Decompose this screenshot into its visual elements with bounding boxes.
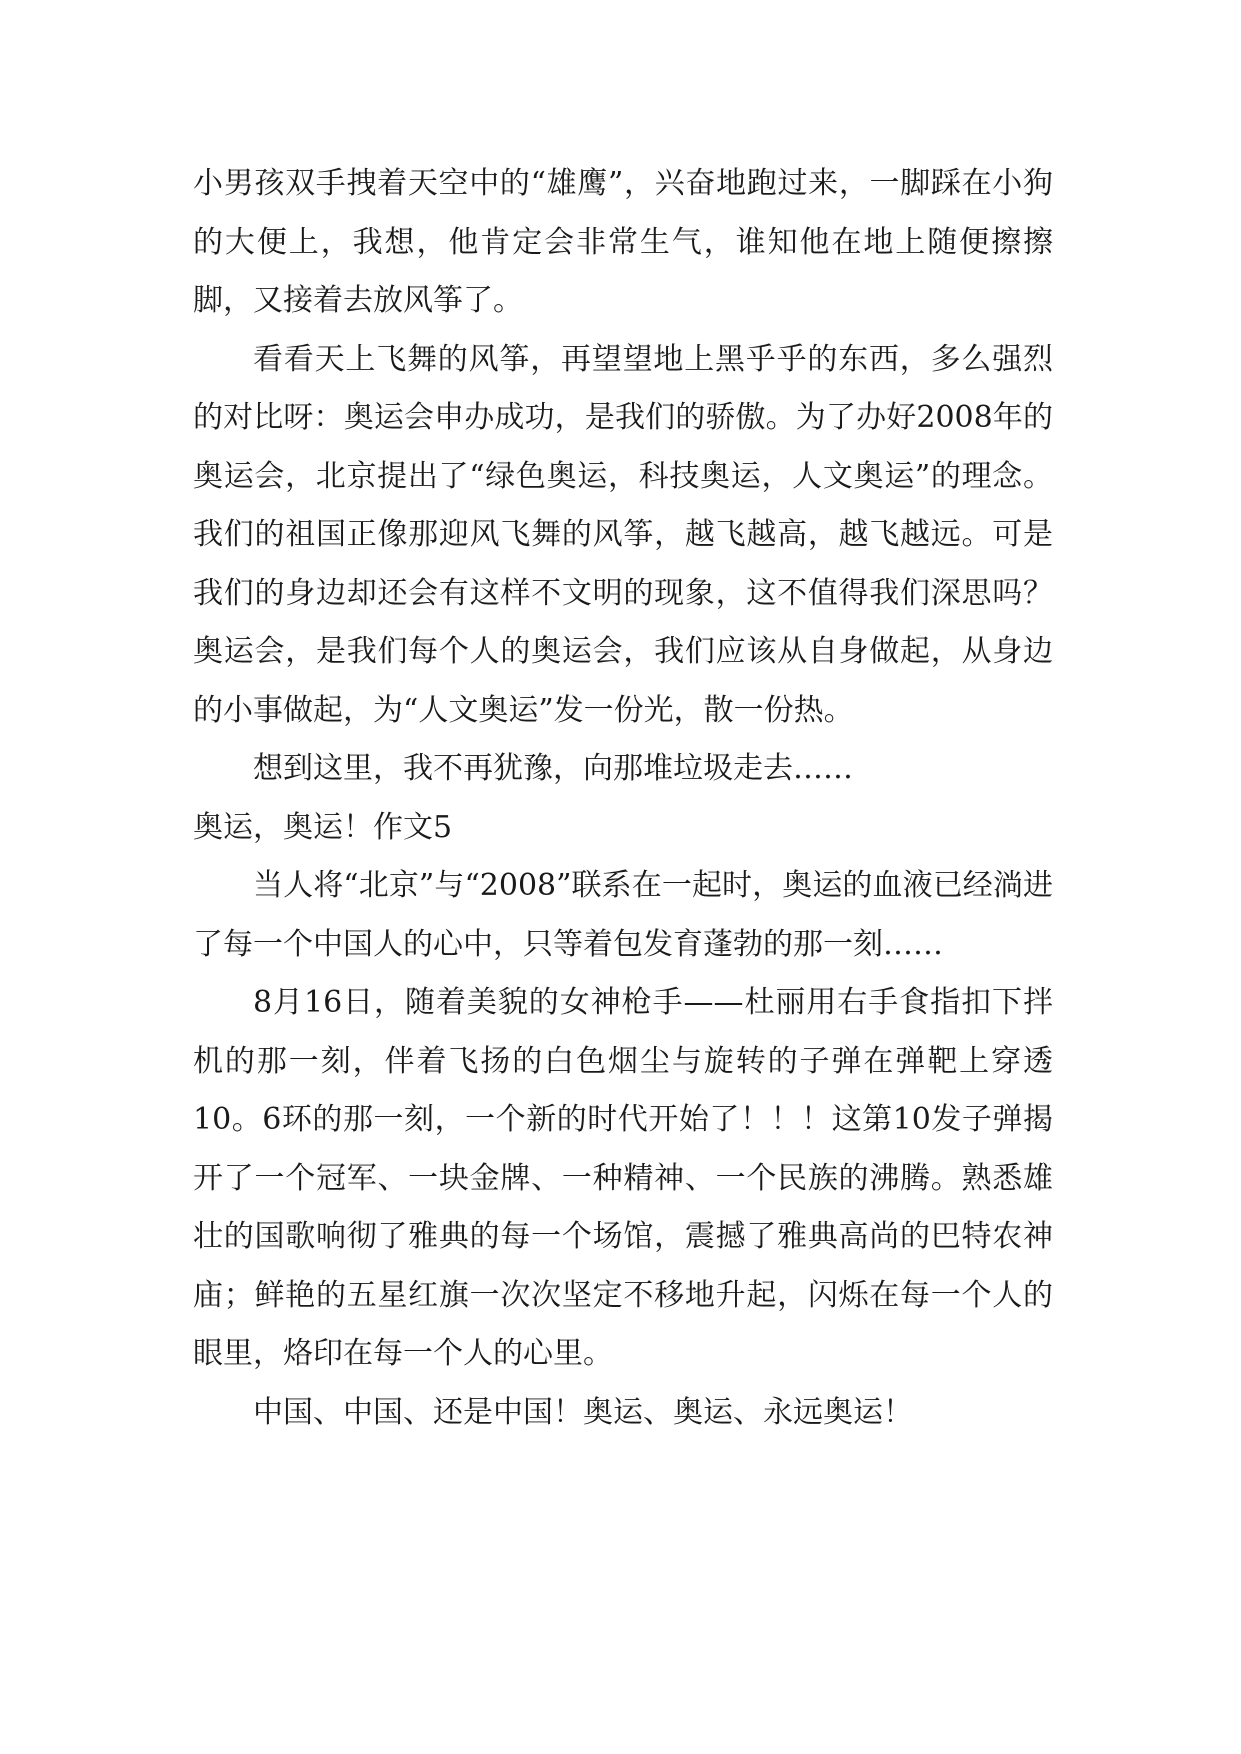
paragraph-olympic-contrast: 看看天上飞舞的风筝，再望望地上黑乎乎的东西，多么强烈的对比呀：奥运会申办成功，是我们的骄傲。为了办好2008年的奥运会，北京提出了“绿色奥运，科技奥运，人文奥运”的理念。我们的祖国正像那迎风飞舞的风筝，越飞越高，越飞越远。可是我们的身边却还会有这样不文明的现象，这不值得我们深思吗？奥运会，是我们每个人的奥运会，我们应该从自身做起，从身边的小事做起，为“人文奥运”发一份光，散一份热。 bbox=[193, 341, 1053, 728]
document-body bbox=[193, 155, 1053, 1442]
paragraph-kite-boy: 小男孩双手拽着天空中的“雄鹰”，兴奋地跑过来，一脚踩在小狗的大便上，我想，他肯定会非常生气，谁知他在地上随便擦擦脚，又接着去放风筝了。 bbox=[193, 166, 1053, 318]
paragraph-du-li-gold: 8月16日，随着美貌的女神枪手——杜丽用右手食指扣下拌机的那一刻，伴着飞扬的白色烟尘与旋转的子弹在弹靶上穿透10。6环的那一刻，一个新的时代开始了！！！这第10发子弹揭开了一个冠军、一块金牌、一种精神、一个民族的沸腾。熟悉雄壮的国歌响彻了雅典的每一个场馆，震撼了雅典高尚的巴特农神庙；鲜艳的五星红旗一次次坚定不移地升起，闪烁在每一个人的眼里，烙印在每一个人的心里。 bbox=[193, 985, 1053, 1371]
paragraph-beijing-2008: 当人将“北京”与“2008”联系在一起时，奥运的血液已经淌进了每一个中国人的心中，只等着包发育蓬勃的那一刻…… bbox=[193, 868, 1053, 962]
essay-title: 奥运，奥运！作文5 bbox=[193, 809, 453, 845]
paragraph-walk-to-trash: 想到这里，我不再犹豫，向那堆垃圾走去…… bbox=[253, 751, 853, 786]
paragraph-closing-cheer: 中国、中国、还是中国！奥运、奥运、永远奥运！ bbox=[253, 1394, 913, 1430]
